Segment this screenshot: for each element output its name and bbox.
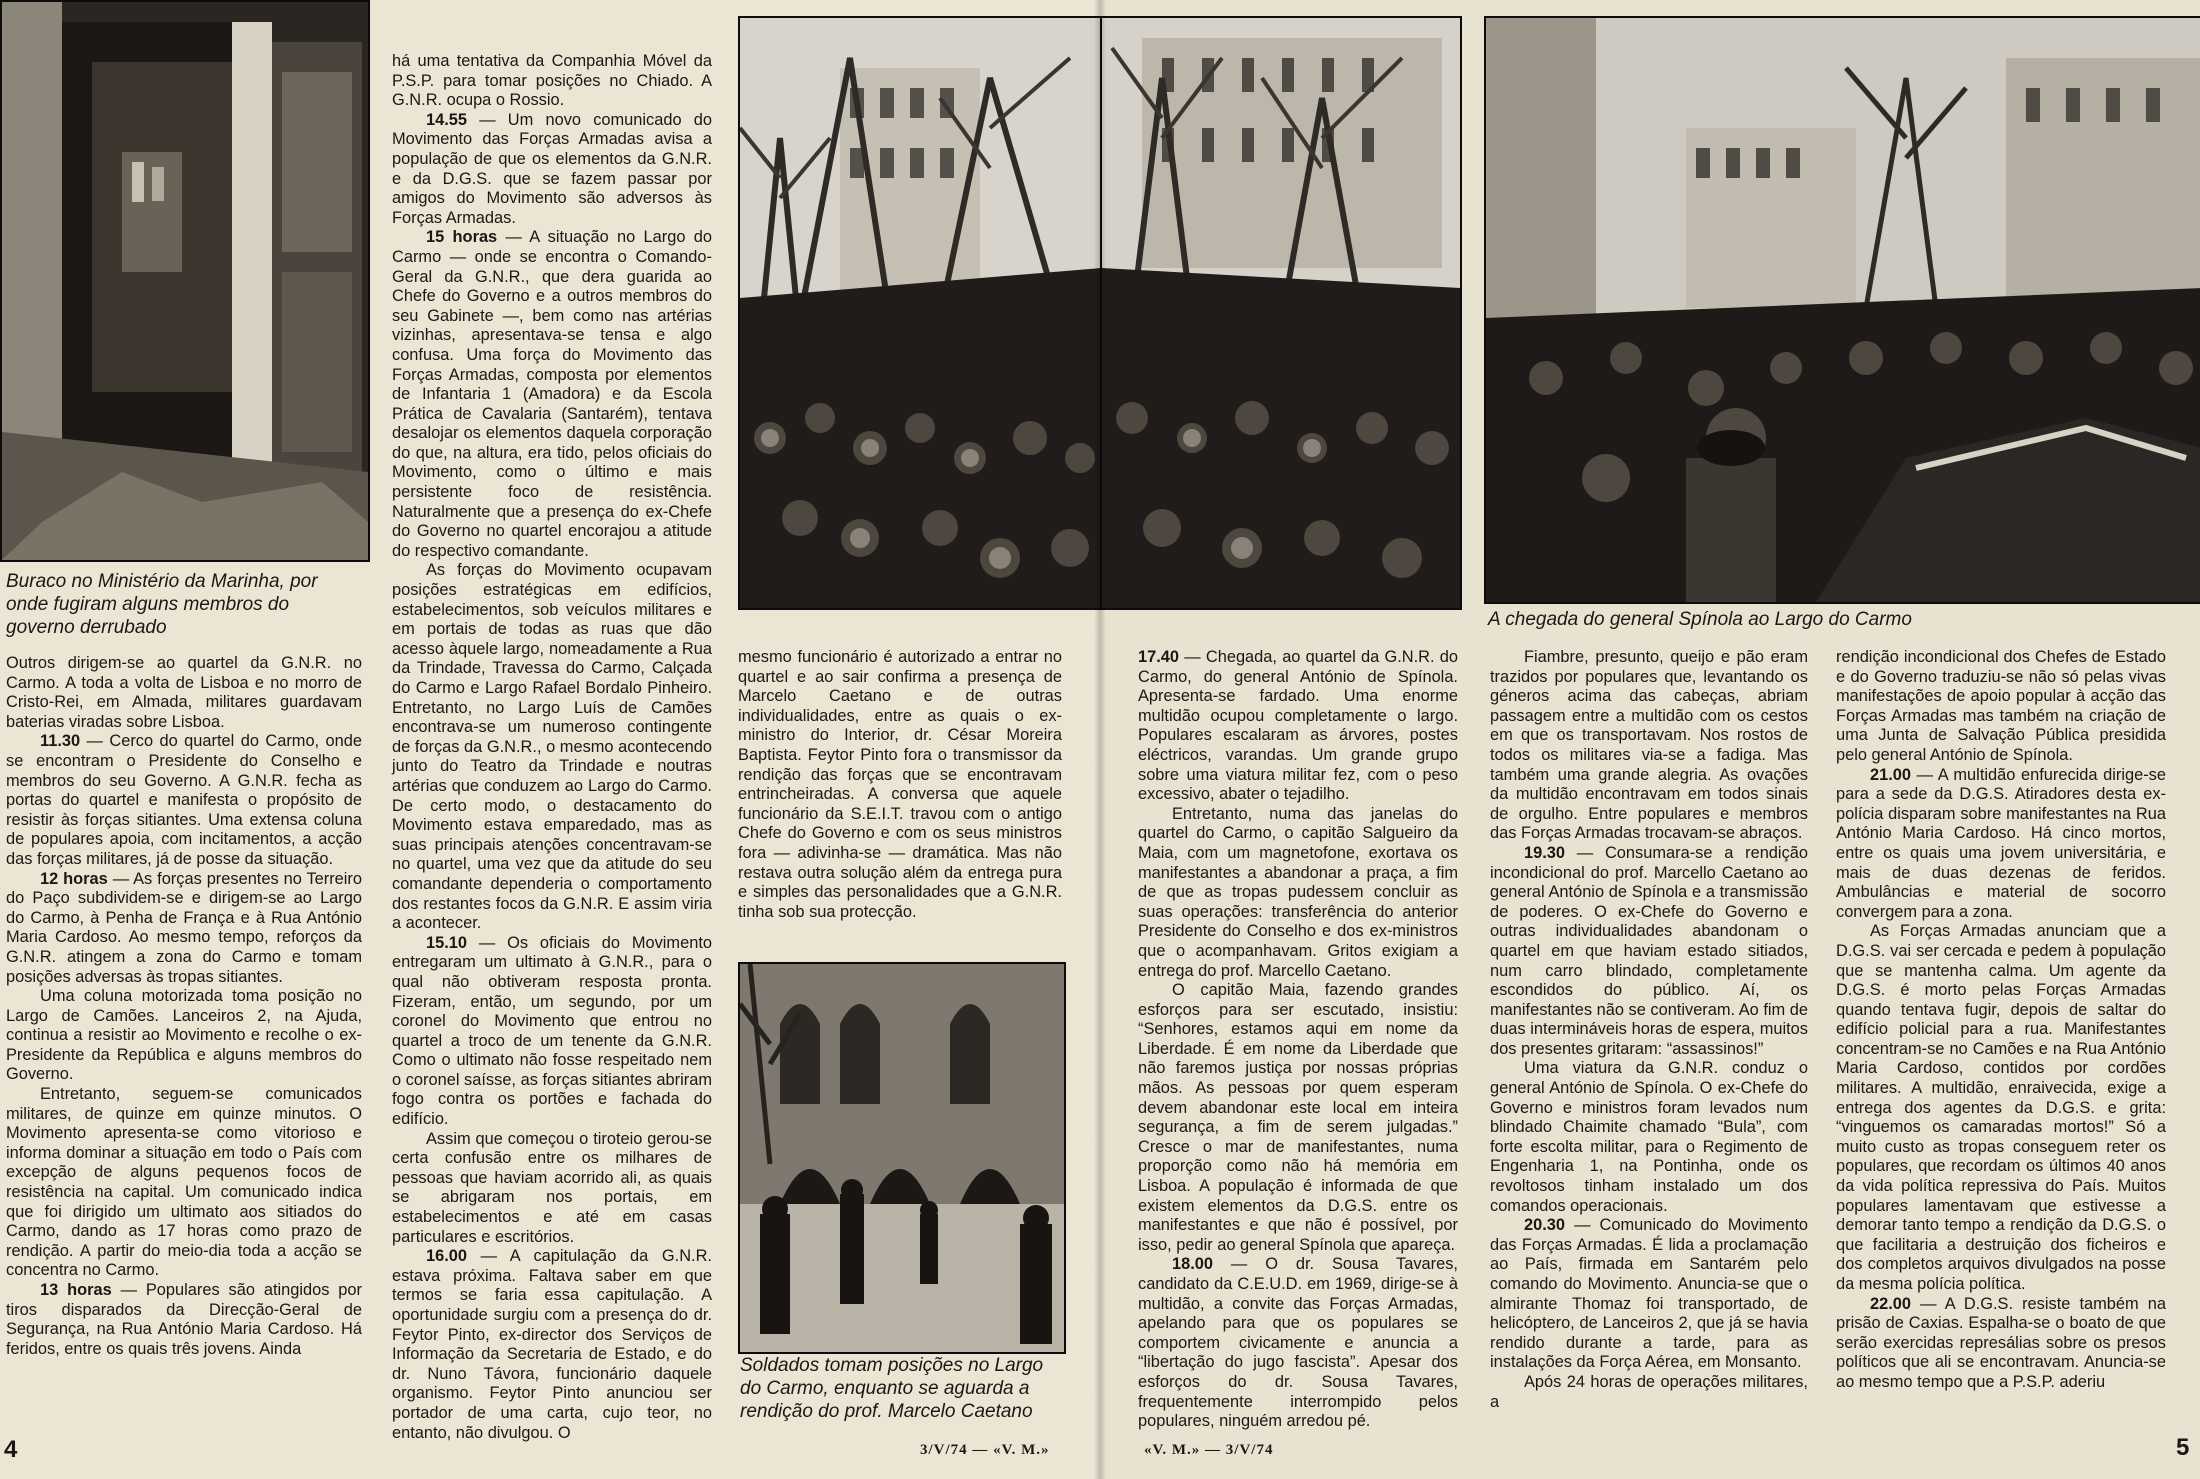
photo-largo-do-carmo-crowd-right: [1100, 16, 1462, 610]
paragraph: Uma viatura da G.N.R. conduz o general António de Spínola. O ex-Chefe do Governo e ministros foram levados num blindado Chaimite chamado “Bula”, com forte escolta militar, para o Regimento de Engenharia 1, na Pontinha, onde os revoltosos tinham instalado um dos comandos operacionais.: [1490, 1059, 1808, 1215]
paragraph: rendição incondicional dos Chefes de Estado e do Governo traduziu-se não só pelas vivas manifestações de apoio popular à acção das Forças Armadas mas também na criação de uma Junta de Salvação Pública presidida pelo general António de Spínola.: [1836, 648, 2166, 764]
paragraph: 21.00 — A multidão enfurecida dirige-se para a sede da D.G.S. Atiradores desta ex-polícia disparam sobre manifestantes na Rua António Maria Cardoso. Há cinco mortos, entre os quais uma jovem universitária, e mais de duas dezenas de feridos. Ambulâncias e material de socorro convergem para a zona.: [1836, 765, 2166, 921]
photo-chegada-spinola: [1484, 16, 2200, 604]
paragraph: 17.40 — Chegada, ao quartel da G.N.R. do Carmo, do general António de Spínola. Apresenta-se fardado. Uma enorme multidão ocupou completamente o largo. Populares escalaram as árvores, postes eléctricos, varandas. Um grande grupo sobre uma viatura militar fez, com o peso excessivo, abater o tejadilho.: [1138, 648, 1458, 804]
right-column-3: [1836, 648, 2166, 1393]
paragraph: Entretanto, numa das janelas do quartel do Carmo, o capitão Salgueiro da Maia, com um magnetofone, exortava os manifestantes a abandonar a praça, a fim de que as tropas pudessem concluir as suas operações: transferência do anterior Presidente do Conselho e dos ex-ministros que o acompanhavam. Gritos exigiam a entrega do prof. Marcello Caetano.: [1138, 804, 1458, 980]
paragraph: Uma coluna motorizada toma posição no Largo de Camões. Lanceiros 2, na Ajuda, continua a resistir ao Movimento e recolhe o ex-Presidente da República e alguns membros do Governo.: [6, 987, 362, 1084]
paragraph: mesmo funcionário é autorizado a entrar no quartel e ao sair confirma a presença de Marcelo Caetano e de outras individualidades, entre as quais o ex-ministro do Interior, dr. César Moreira Baptista. Feytor Pinto fora o transmissor da rendição das forças que se encontravam entrincheiradas. A conversa que aquele funcionário da S.E.I.T. travou com o antigo Chefe do Governo e com os seus ministros fora — adivinha-se — dramática. Mas não restava outra solução além da entrega pura e simples das personalidades que a G.N.R. tinha sob sua protecção.: [738, 648, 1062, 921]
paragraph: 14.55 — Um novo comunicado do Movimento das Forças Armadas avisa a população de que os elementos da G.N.R. e da D.G.S. que se fazem passar por amigos do Movimento são adversos às Forças Armadas.: [392, 110, 712, 227]
photo-ministerio-marinha: [0, 0, 370, 562]
paragraph: Assim que começou o tiroteio gerou-se certa confusão entre os milhares de pessoas que haviam acorrido ali, as quais se abrigaram nos portais, em estabelecimentos e até em casas particulares e escritórios.: [392, 1129, 712, 1246]
paragraph: As Forças Armadas anunciam que a D.G.S. vai ser cercada e pedem à população que se mantenha calma. Um agente da D.G.S. é morto pelas Forças Armadas quando tentava fugir, depois de saltar do edifício policial para a rua. Manifestantes concentram-se no Camões e na Rua António Maria Cardoso, contidos por cordões militares. A multidão, enraivecida, exige a entrega dos agentes da D.G.S. e grita: “vinguemos os camaradas mortos!” Só a muito custo as tropas conseguem reter os populares, que recordam os últimos 40 anos da vida política repressiva do País. Muitos populares lamentavam que estivesse a demorar tanto tempo a rendição da D.G.S. o que facilitaria a destruição dos ficheiros e dos completos arquivos divulgados na posse da mesma polícia política.: [1836, 922, 2166, 1293]
spread-gutter: [1094, 0, 1106, 1479]
paragraph: 22.00 — A D.G.S. resiste também na prisão de Caxias. Espalha-se o boato de que serão exercidas represálias sobre os presos políticos que ali se encontravam. Anuncia-se ao mesmo tempo que a P.S.P. aderiu: [1836, 1294, 2166, 1391]
photo-soldados-largo-do-carmo: [738, 962, 1066, 1354]
paragraph: Após 24 horas de operações militares, a: [1490, 1372, 1808, 1411]
right-column-2: [1490, 648, 1808, 1412]
photo4-caption: A chegada do general Spínola ao Largo do Carmo: [1488, 609, 1912, 630]
paragraph: Outros dirigem-se ao quartel da G.N.R. no Carmo. A toda a volta de Lisboa e no morro de Cristo-Rei, em Almada, militares guardavam baterias viradas sobre Lisboa.: [6, 654, 362, 731]
page-number-left: 4: [4, 1436, 18, 1463]
paragraph: Fiambre, presunto, queijo e pão eram trazidos por populares que, levantando os géneros acima das cabeças, abriam passagem entre a multidão com os cestos em que os transportavam. Nos rostos de todos os militares via-se a fadiga. Mas também uma grande alegria. As ovações da multidão encontravam em todos sinais de orgulho. Entre populares e membros das Forças Armadas trocavam-se abraços.: [1490, 648, 1808, 843]
left-column-1: [6, 654, 362, 1359]
paragraph: 16.00 — A capitulação da G.N.R. estava próxima. Faltava saber em que termos se faria essa capitulação. A oportunidade surgiu com a presença do dr. Feytor Pinto, ex-director dos Serviços de Informação da Secretaria de Estado, e do dr. Nuno Távora, funcionário daquele organismo. Feytor Pinto anunciou ser portador de uma carta, cujo teor, no entanto, não divulgou. O: [392, 1247, 712, 1442]
paragraph: 12 horas — As forças presentes no Terreiro do Paço subdividem-se e dirigem-se ao Largo do Carmo, à Penha de França e à Rua António Maria Cardoso. Ao mesmo tempo, reforços da G.N.R. atingem a zona do Carmo e tomam posições adversas às tropas sitiantes.: [6, 869, 362, 986]
paragraph: 19.30 — Consumara-se a rendição incondicional do prof. Marcello Caetano ao general António de Spínola e a transmissão de poderes. O ex-Chefe do Governo e outras individualidades abandonam o quartel em que haviam estado sitiados, num carro blindado, completamente escondidos do público. Aí, os manifestantes não se contiveram. Ao fim de duas intermináveis horas de espera, muitos dos presentes gritaram: “assassinos!”: [1490, 843, 1808, 1058]
right-page: [1100, 0, 2200, 1479]
right-column-1: [1138, 648, 1458, 1432]
paragraph: As forças do Movimento ocupavam posições estratégicas em edifícios, estabelecimentos, sob veículos militares e em portais de todas as ruas que dão acesso àquele largo, nomeadamente a Rua da Trindade, Travessa do Carmo, Calçada do Carmo e Largo Rafael Bordalo Pinheiro. Entretanto, no Largo Luís de Camões encontrava-se um numeroso contingente de forças da G.N.R., o mesmo acontecendo junto do Teatro da Trindade e noutras artérias que conduzem ao Largo do Carmo. De certo modo, o destacamento do Movimento estava emparedado, mas as suas principais atenções concentravam-se no quartel, uma vez que da atitude do seu comandante dependeria o comportamento dos restantes focos da G.N.R. E assim viria a acontecer.: [392, 561, 712, 933]
folio-right: «V. M.» — 3/V/74: [1144, 1442, 1274, 1458]
photo3-caption: Soldados tomam posições no Largo do Carmo, enquanto se aguarda a rendição do prof. Marcelo Caetano: [740, 1355, 1044, 1422]
paragraph: 18.00 — O dr. Sousa Tavares, candidato da C.E.U.D. em 1969, dirige-se à multidão, a convite das Forças Armadas, apelando para que os populares se comportem civicamente e anuncia a “libertação do jugo fascista”. Apesar dos esforços do dr. Sousa Tavares, frequentemente interrompido pelos populares, ninguém arredou pé.: [1138, 1255, 1458, 1431]
paragraph: 15.10 — Os oficiais do Movimento entregaram um ultimato à G.N.R., para o qual não obtiveram resposta pronta. Fizeram, então, um segundo, por um coronel do Movimento que entrou no quartel a troco de um tenente da G.N.R. Como o ultimato não fosse respeitado nem o coronel saísse, as forças sitiantes abriram fogo contra os portões e fachada do edifício.: [392, 933, 712, 1129]
paragraph: 20.30 — Comunicado do Movimento das Forças Armadas. É lida a proclamação ao País, firmada em Santarém pelo comando do Movimento. Anuncia-se que o almirante Thomaz foi transportado, de helicóptero, de Lanceiros 2, que já se havia rendido durante a tarde, para as instalações da Força Aérea, em Monsanto.: [1490, 1216, 1808, 1372]
paragraph: 13 horas — Populares são atingidos por tiros disparados da Direcção-Geral de Segurança, na Rua António Maria Cardoso. Há feridos, entre os quais três jovens. Ainda: [6, 1281, 362, 1358]
left-column-2: [392, 52, 712, 1443]
left-column-3: [738, 648, 1062, 922]
paragraph: Entretanto, seguem-se comunicados militares, de quinze em quinze minutos. O Movimento apresenta-se como vitorioso e informa dominar a situação em todo o País com excepção de alguns pequenos focos de resistência na capital. Um comunicado indica que foi dirigido um ultimato aos sitiados do Carmo, dando as 17 horas como prazo de rendição. A partir do meio-dia toda a acção se concentra no Carmo.: [6, 1085, 362, 1280]
photo-largo-do-carmo-crowd: [738, 16, 1100, 610]
paragraph: há uma tentativa da Companhia Móvel da P.S.P. para tomar posições no Chiado. A G.N.R. ocupa o Rossio.: [392, 52, 712, 110]
folio-left: 3/V/74 — «V. M.»: [920, 1442, 1050, 1458]
paragraph: 15 horas — A situação no Largo do Carmo — onde se encontra o Comando-Geral da G.N.R., que dera guarida ao Chefe do Governo e a outros membros do seu Gabinete —, bem como nas artérias vizinhas, apresentava-se tensa e algo confusa. Uma força do Movimento das Forças Armadas, composta por elementos de Infantaria 1 (Amadora) e da Escola Prática de Cavalaria (Santarém), tentava desalojar os elementos daquela corporação do que, na altura, era tido, pelos oficiais do Movimento, como o último e mais persistente foco de resistência. Naturalmente que a presença do ex-Chefe do Governo no quartel encorajou a atitude do respectivo comandante.: [392, 228, 712, 560]
page-number-right: 5: [2176, 1434, 2190, 1461]
photo1-caption: Buraco no Ministério da Marinha, por onde fugiram alguns membros do governo derrubado: [6, 571, 318, 638]
paragraph: 11.30 — Cerco do quartel do Carmo, onde se encontram o Presidente do Conselho e membros do seu Governo. A G.N.R. fecha as portas do quartel e manifesta o propósito de resistir às forças sitiantes. Uma extensa coluna de populares apoia, com incitamentos, a acção das forças militares, já de posse da situação.: [6, 732, 362, 868]
paragraph: O capitão Maia, fazendo grandes esforços para ser escutado, insistiu: “Senhores, estamos aqui em nome da Liberdade. É em nome da Liberdade que não faremos justiça por nossas próprias mãos. As pessoas por quem esperam devem abandonar este local em inteira segurança, a fim de serem julgadas.” Cresce o mar de manifestantes, numa proporção como não há memória em Lisboa. A população é informada de que existem elementos da D.G.S. entre os manifestantes e que não é possível, por isso, pedir ao general Spínola que apareça.: [1138, 981, 1458, 1254]
